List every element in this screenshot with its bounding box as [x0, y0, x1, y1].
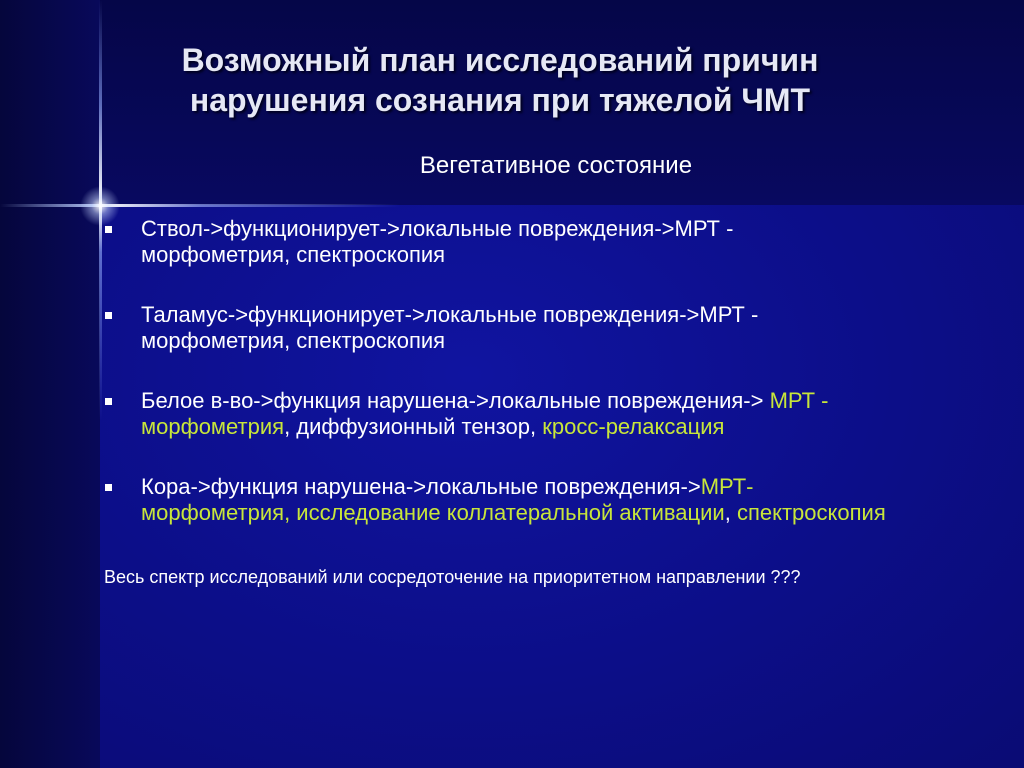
highlight-text: МРТ- — [700, 474, 754, 499]
square-bullet-icon — [105, 226, 112, 233]
highlight-text: морфометрия — [141, 414, 285, 439]
bullet-text: Белое в-во->функция нарушена->локальные повреждения-> — [141, 388, 770, 413]
light-flare-horizontal — [0, 204, 400, 207]
bullet-list — [105, 216, 1005, 560]
bullet-text: , — [724, 500, 737, 525]
highlight-text: МРТ - — [769, 388, 829, 413]
footer-question: Весь спектр исследований или сосредоточение на приоритетном направлении ??? — [104, 567, 801, 587]
bullet-item-thalamus — [105, 302, 1005, 354]
highlight-text: кросс-релаксация — [542, 414, 725, 439]
square-bullet-icon — [105, 484, 112, 491]
bullet-item-brainstem — [105, 216, 1005, 268]
bullet-item-cortex — [105, 474, 1005, 526]
bullet-item-white-matter — [105, 388, 1005, 440]
slide-title — [100, 40, 900, 120]
square-bullet-icon — [105, 398, 112, 405]
highlight-text: морфометрия, исследование коллатеральной активации — [141, 500, 725, 525]
slide-subtitle: Вегетативное состояние — [419, 152, 693, 179]
bullet-text: морфометрия, спектроскопия — [141, 328, 446, 353]
square-bullet-icon — [105, 312, 112, 319]
bullet-text: Ствол->функционирует->локальные повреждения->МРТ - — [141, 216, 734, 241]
slide-title-line1: Возможный план исследований причин — [181, 42, 819, 78]
bullet-text: , диффузионный тензор, — [284, 414, 543, 439]
bullet-text: Кора->функция нарушена->локальные повреждения-> — [141, 474, 701, 499]
highlight-text: спектроскопия — [736, 500, 886, 525]
left-band — [0, 0, 100, 768]
bullet-text: морфометрия, спектроскопия — [141, 242, 446, 267]
slide-title-line2: нарушения сознания при тяжелой ЧМТ — [189, 82, 811, 118]
bullet-text: Таламус->функционирует->локальные повреждения->МРТ - — [141, 302, 759, 327]
